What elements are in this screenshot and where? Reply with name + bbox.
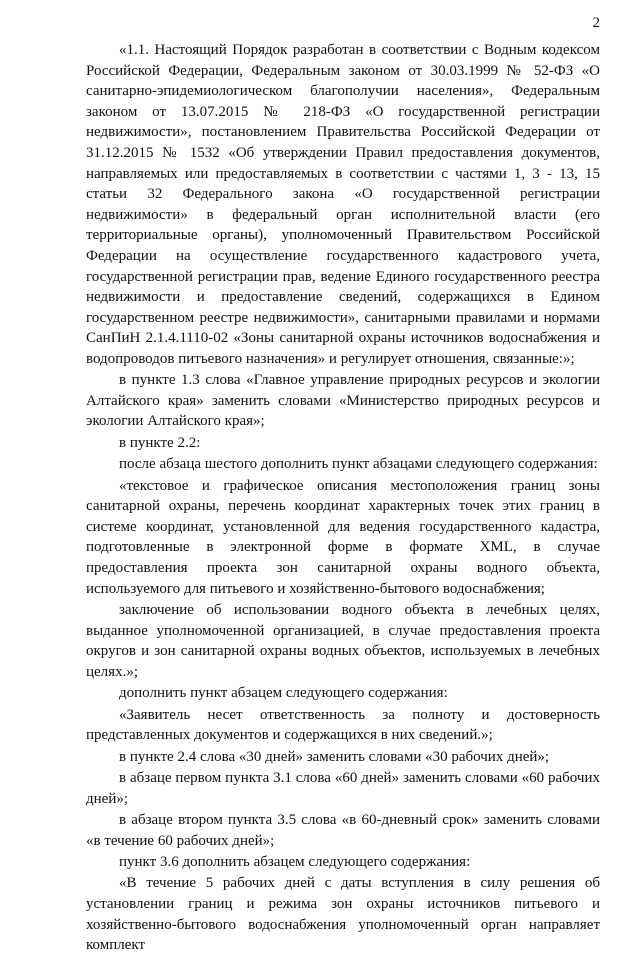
paragraph-conclusion: заключение об использовании водного объекта в лечебных целях, выданное уполномоченной организацией, в случае предоставления проекта округов и зон санитарной охраны водных объектов, используемых в лечебных целях.»;: [86, 602, 600, 680]
paragraph-five-days: «В течение 5 рабочих дней с даты вступления в силу решения об установлении границ и режима зон охраны источников питьевого и хозяйственно-бытового водоснабжения уполномоченный орган направляет комплект: [86, 875, 600, 954]
paragraph-3-1: в абзаце первом пункта 3.1 слова «60 дней» заменить словами «60 рабочих дней»;: [86, 769, 600, 807]
paragraph-2-2-heading: в пункте 2.2:: [119, 434, 201, 451]
paragraph-1-1: «1.1. Настоящий Порядок разработан в соответствии с Водным кодексом Российской Федерации, Федеральным законом от 30.03.1999 № 52-ФЗ «О санитарно-эпидемиологическом благополучии населения», Федеральным законом от 13.07.2015 № 218-ФЗ «О государственной регистрации недвижимости», постановлением Правительства Российской Федерации от 31.12.2015 № 1532 «Об утверждении Правил предоставления документов, направляемых или предоставляемых в соответствии с частями 1, 3 - 13, 15 статьи 32 Федерального закона «О государственной регистрации недвижимости» в федеральный орган исполнительной власти (его территориальные органы), уполномоченный Правительством Российской Федерации на осуществление государственного кадастрового учета, государственной регистрации прав, ведение Единого государственного реестра недвижимости и предоставление сведений, содержащихся в Едином государственном реестре недвижимости», санитарными правилами и нормами СанПиН 2.1.4.1110-02 «Зоны санитарной охраны источников водоснабжения и водопроводов питьевого назначения» и регулирует отношения, связанные:»;: [86, 42, 600, 367]
paragraph-3-5: в абзаце втором пункта 3.5 слова «в 60-дневный срок» заменить словами «в течение 60 рабочих дней»;: [86, 811, 600, 849]
page-number: 2: [592, 15, 600, 31]
paragraph-after-sixth: после абзаца шестого дополнить пункт абзацами следующего содержания:: [119, 456, 598, 473]
paragraph-2-4: в пункте 2.4 слова «30 дней» заменить словами «30 рабочих дней»;: [119, 748, 550, 765]
document-body: [86, 40, 600, 956]
paragraph-3-6: пункт 3.6 дополнить абзацем следующего содержания:: [119, 853, 471, 870]
paragraph-textual-description: «текстовое и графическое описания местоположения границ зоны санитарной охраны, перечень координат характерных точек этих границ в системе координат, установленной для ведения государственного кадастра, подготовленные в электронной форме в формате XML, в случае предоставления проекта зон санитарной охраны водного объекта, используемого для питьевого и хозяйственно-бытового водоснабжения;: [86, 477, 600, 597]
paragraph-applicant-responsibility: «Заявитель несет ответственность за полноту и достоверность представленных документов и содержащихся в них сведений.»;: [86, 706, 600, 744]
paragraph-1-3: в пункте 1.3 слова «Главное управление природных ресурсов и экологии Алтайского края» заменить словами «Министерство природных ресурсов и экологии Алтайского края»;: [86, 372, 600, 430]
paragraph-add-clause: дополнить пункт абзацем следующего содержания:: [119, 685, 448, 702]
